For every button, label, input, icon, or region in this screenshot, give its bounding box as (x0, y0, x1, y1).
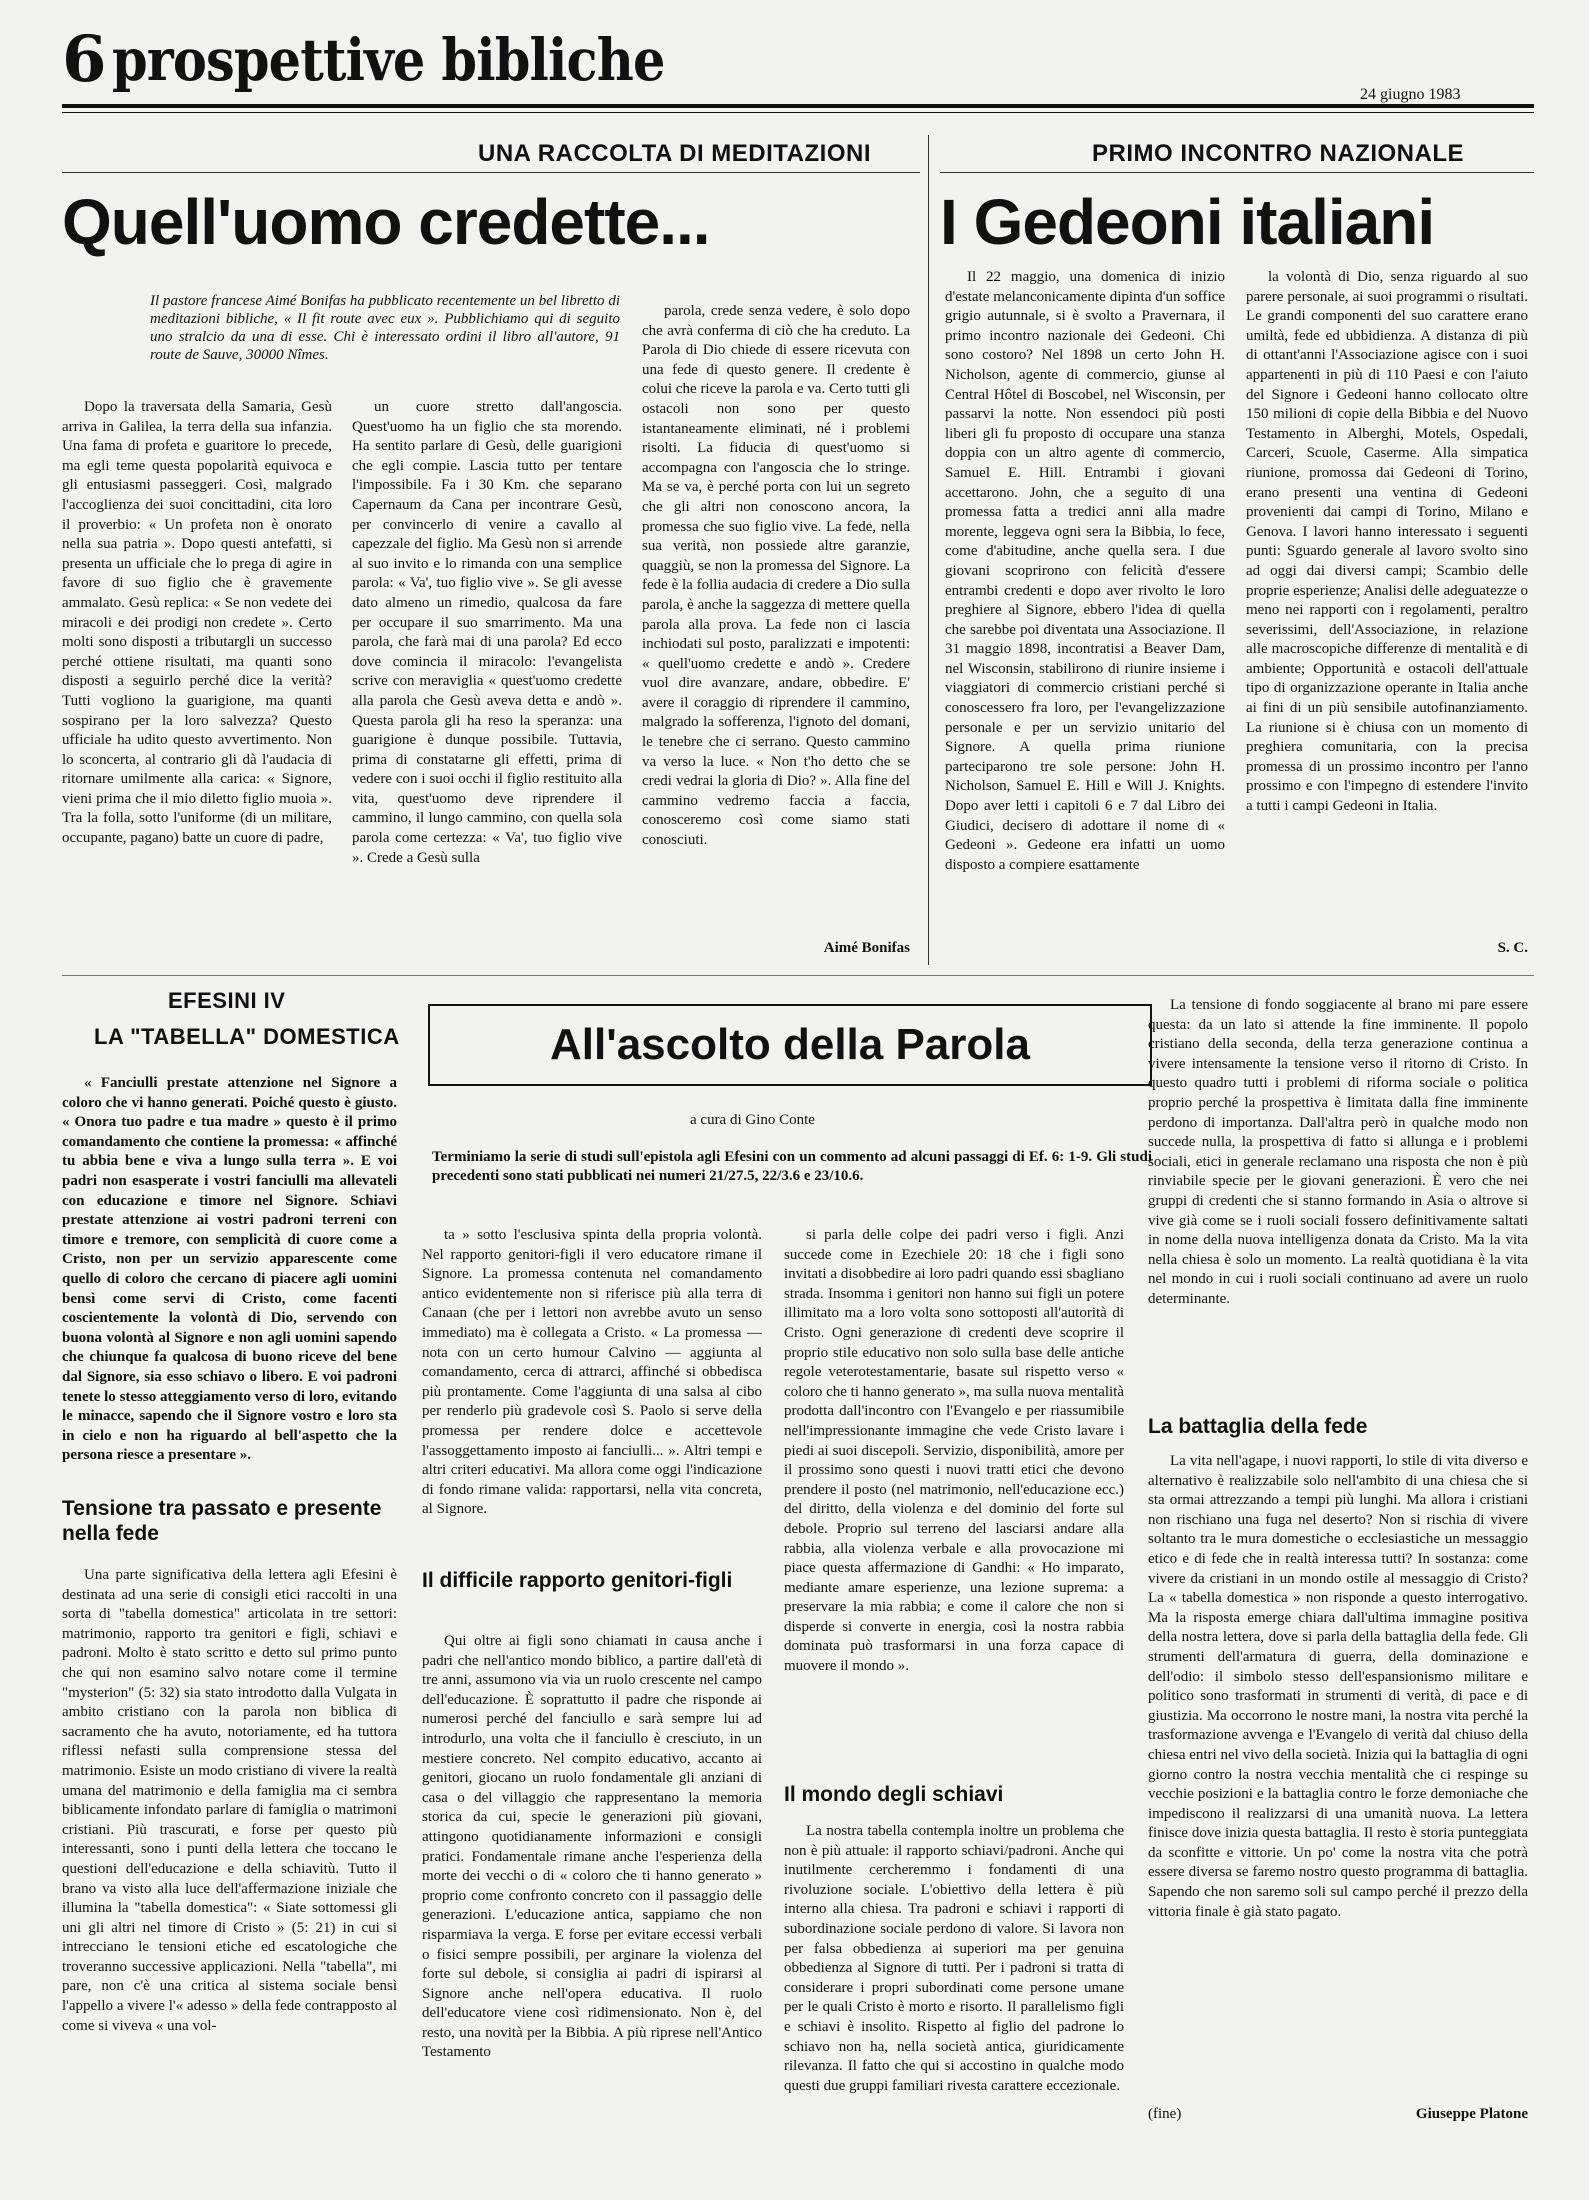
article3-byline: a cura di Gino Conte (690, 1112, 815, 1128)
article3-quote: « Fanciulli prestate attenzione nel Signore a coloro che vi hanno generati. Poiché questo è giusto. « Onora tuo padre e tua madre » questo è il primo comandamento che contiene la promessa: « affinché tu abbia bene e viva a lungo sulla terra ». E voi padri non esasperate i vostri fanciulli ma allevateli con educazione e timore nel Signore. Schiavi prestate attenzione ai vostri padroni terreni con timore e tremore, con semplicità di cuore come a Cristo, non per un servizio apparescente come quello di coloro che cercano di piacere agli uomini bensì come servi di Cristo, come facenti coscientemente la volontà di Dio, servendo con buona volontà al Signore e non agli uomini sapendo che chiunque fa qualcosa di buono riceve del bene dal Signore, sia esso schiavo o libero. E voi padroni tenete lo stesso atteggiamento verso di loro, evitando le minacce, sapendo che il Signore vostro e loro sta in cielo e non ha riguardo al bell'aspetto che la persona riesce a presentare ». (62, 1075, 397, 1464)
article2-kicker-rule (940, 172, 1534, 173)
article2-kicker: PRIMO INCONTRO NAZIONALE (1092, 140, 1464, 167)
article3-signature: Giuseppe Platone (1415, 2106, 1528, 2122)
article1-intro: Il pastore francese Aimé Bonifas ha pubblicato recentemente un bel libretto di meditazioni bibliche, « Il fit route avec eux ». Pubblichiamo qui di seguito uno stralcio da una di esse. Chi è interessato ordini il libro all'autore, 91 route de Sauve, 30000 Nîmes. (150, 293, 620, 363)
newspaper-title: prospettive bibliche (112, 26, 665, 94)
article1-column-3: parola, crede senza vedere, è solo dopo che avrà conferma di ciò che ha creduto. La Parola di Dio chiede di essere ricevuta con una fede di questo genere. Il credente è colui che riceve la parola e va. Certo tutti gli ostacoli non sono per questo istantaneamente eliminati, né i problemi risolti. La fiducia di quest'uomo si accompagna con l'angoscia che lo stringe. Ma se va, è perché porta con lui un segreto che gli altri non conoscono ancora, la promessa che suo figlio vive. La fede, nella sua verità, non possiede altre garanzie, quaggiù, se non la promessa del Signore. La fede è la follia audacia di credere a Dio sulla parola, è anche la saggezza di mettere quella parola alla prova. La fede non ci lascia inchiodati sul posto, paralizzati e impotenti: « quell'uomo credette e andò ». Credere vuol dire avanzare, andare, obbedire. E' avere il coraggio di riprendere il cammino, malgrado la sofferenza, l'ignoto del domani, le tenebre che ci serrano. Questo cammino va verso la luce. « Non t'ho detto che se credi vedrai la gloria di Dio? ». Alla fine del cammino vedremo faccia a faccia, conosceremo così come siamo stati conosciuti. (642, 303, 910, 849)
rubric-title: All'ascolto della Parola (550, 1020, 1030, 1069)
rubric-title-box (428, 1004, 1152, 1086)
section-divider (62, 975, 1534, 976)
article3-subhead-4: La battaglia della fede (1148, 1415, 1368, 1438)
article3-kicker2: LA "TABELLA" DOMESTICA (94, 1024, 400, 1049)
article2-column-1: Il 22 maggio, una domenica di inizio d'estate melanconicamente dipinta d'un soffice grigio autunnale, si è svolto a Pravernara, il primo incontro nazionale dei Gedeoni. Chi sono costoro? Nel 1898 un certo John H. Nicholson, agente di commercio, giunse al Central Hôtel di Boscobel, nel Wisconsin, per passarvi la notte. Non essendoci più posti liberi gli fu proposto di occupare una stanza doppia con un altro agente di commercio, Samuel E. Hill. Entrambi i giovani accettarono. John, che a seguito di una promessa fatta a tredici anni alla madre morente, leggeva ogni sera la Bibbia, lo fece, come d'abitudine, anche quella sera. I due giovani scoprirono con felicità d'essere entrambi credenti e dopo aver rivolto le loro preghiere al Signore, ebbero l'idea di quella che sarebbe poi diventata una Associazione. Il 31 maggio 1898, incontratisi a Beaver Dam, nel Wisconsin, stabilirono di riunire insieme i viaggiatori di commercio cristiani perché si conoscessero fra loro, per l'evangelizzazione personale e per un servizio unitario del Signore. A quella prima riunione parteciparono tre sole persone: John H. Nicholson, Samuel E. Hill e Will J. Knights. Dopo aver letti i capitoli 6 e 7 dal Libro dei Giudici, decisero di adottare il nome di « Gedeoni ». Gedeone era infatti un uomo disposto a compiere esattamente (945, 269, 1225, 873)
article3-column-1: Una parte significativa della lettera agli Efesini è destinata ad una serie di consigli etici raccolti in una sorta di "tabella domestica" articolata in tre settori: matrimonio, rapporto tra genitori e figli, schiavi e padroni. Molto è stato scritto e detto sul primo punto che qui non esamino salvo notare come il termine "mysterion" (5: 32) sia stato introdotto dalla Vulgata in ambito cristiano con la parola non biblica di sacramento che ha avuto, notoriamente, ed ha tuttora riflessi nefasti sulla comprensione stessa del matrimonio. Esiste un modo cristiano di vivere la realtà umana del matrimonio e della famiglia ma ci sembra biblicamente infondato parlare di famiglia o matrimoni cristiani. Più trascurati, e forse per questo più interessanti, sono i punti della lettera che toccano le questioni dell'educazione e della schiavitù. Tutto il brano va visto alla luce dell'affermazione iniziale che illumina la "tabella domestica": « Siate sottomessi gli uni gli altri nel timore di Cristo » (5: 21) in cui si intrecciano le tensioni etiche ed escatologiche che troveranno successive applicazioni. Nella "tabella", mi pare, non c'è una critica al sistema sociale bensì l'appello a vivere l'« adesso » della fede contrapposto al come si viveva « una vol- (62, 1567, 397, 2034)
article3-subhead-1: Tensione tra passato e presente nella fede (62, 1497, 382, 1545)
masthead-rule (62, 104, 1534, 108)
article3-subhead-2: Il difficile rapporto genitori-figli (422, 1569, 733, 1592)
article3-column-2b: Qui oltre ai figli sono chiamati in causa anche i padri che nell'antico mondo biblico, a partire dall'età di tre anni, assumono via via un ruolo crescente nel campo dell'educazione. È soprattutto il padre che risponde ai numerosi perché del fanciullo e sarà sempre lui ad introdurlo, una volta che il fanciullo è cresciuto, in un mestiere concreto. Nel compito educativo, accanto ai genitori, giocano un ruolo fondamentale gli anziani di casa o del villaggio che rappresentano la memoria storica da cui, specie le generazioni più giovani, attingono quotidianamente informazioni e consigli pratici. Fondamentale rimane anche l'esperienza della morte dei vecchi o di « coloro che ti hanno generato » proprio come confronto concreto con il passaggio delle generazioni. L'educazione antica, sappiamo che non risparmiava la verga. E forse per evitare eccessi verbali o fisici sempre possibili, per arginare la violenza del forte sul debole, si consiglia ai padri di ispirarsi al Signore anche nell'opera educativa. Il ruolo dell'educatore viene così ridimensionato. Non è, del resto, una novità per la Bibbia. A più riprese nell'Antico Testamento (422, 1633, 762, 2061)
article2-column-2: la volontà di Dio, senza riguardo al suo parere personale, ai suoi programmi o risultati. Le grandi componenti del suo carattere erano umiltà, fede ed ubbidienza. A distanza di più di ottant'anni l'Associazione agisce con i suoi appartenenti in più di 110 Paesi e con l'aiuto del Signore i Gedeoni hanno collocato oltre 150 milioni di copie della Bibbia e del Nuovo Testamento in Alberghi, Motels, Ospedali, Carceri, Scuole, Caserme. Alla simpatica riunione, promossa dai Gedeoni di Torino, erano presenti una ventina di Gedeoni provenienti dai campi di Torino, Milano e Genova. I lavori hanno interessato i seguenti punti: Sguardo generale al lavoro svolto sino ad oggi dai diversi campi; Scambio delle proprie esperienze; Analisi delle adeguatezze o meno nei rapporti con i regolamenti, peraltro severissimi, dell'Associazione, in relazione alle macroscopiche differenze di mentalità e di ambiente; Opportunità e ostacoli dell'attuale tipo di organizzazione operante in Italia anche ai fini di un più sensibile autofinanziamento. La riunione si è chiusa con un momento di preghiera comunitaria, con la precisa promessa di un prossimo incontro per l'anno prossimo e con l'impegno di estendere l'invito a tutti i campi Gedeoni in Italia. (1246, 269, 1528, 815)
article3-end-mark: (fine) (1148, 2106, 1182, 2122)
article1-headline: Quell'uomo credette... (62, 186, 710, 258)
article1-column-2: un cuore stretto dall'angoscia. Quest'uomo ha un figlio che sta morendo. Ha sentito parlare di Gesù, delle guarigioni che egli compie. Lascia tutto per tentare l'impossibile. Fa i 30 Km. che separano Capernaum da Cana per incontrare Gesù, per convincerlo di venire a cavallo al capezzale del figlio. Ma Gesù non si arrende al suo invito e lo rimanda con una semplice parola: « Va', tuo figlio vive ». Se gli avesse dato almeno un rimedio, qualcosa da fare per occupare il suo smarrimento. Ma una parola, che farà mai di una parola? Ed ecco dove comincia il miracolo: l'evangelista scrive con meraviglia « quest'uomo credette alla parola che Gesù aveva detta e andò ». Questa parola gli ha reso la speranza: una guarigione è dunque possibile. Tuttavia, prima di constatarne gli effetti, prima di vedere con i suoi occhi il figlio restituito alla vita, quest'uomo deve riprendere il cammino, il lungo cammino, con quella sola parola come certezza: « Va', tuo figlio vive ». Crede a Gesù sulla (352, 399, 622, 866)
page-number: 6 (62, 22, 107, 97)
article1-kicker-rule (62, 172, 920, 173)
article1-column-1: Dopo la traversata della Samaria, Gesù arriva in Galilea, la terra della sua infanzia. Una fama di profeta e guaritore lo precede, ma egli teme questa popolarità equivoca e gli entusiasmi passeggeri. Così, malgrado l'accoglienza dei suoi concittadini, cita loro il proverbio: « Un profeta non è onorato nella sua patria ». Dopo questi antefatti, si presenta un ufficiale che lo prega di agire in favore di suo figlio che è gravemente ammalato. Gesù replica: « Se non vedete dei miracoli e dei prodigi non credete ». Certo molti sono disposti a tributargli un successo perché ottiene risultati, ma quanti sono disposti a seguirlo perché dice la verità? Tutti vogliono la guarigione, ma quanti sospirano per la loro salvezza? Questo ufficiale ha udito questo avvertimento. Non lo sconcerta, al contrario gli dà l'audacia di ritornare umilmente alla carica: « Signore, vieni prima che il mio diletto figlio muoia ». Tra la folla, sotto l'uniforme (di un militare, occupante, pagano) batte un cuore di padre, (62, 399, 332, 847)
article3-column-3b: La nostra tabella contempla inoltre un problema che non è più attuale: il rapporto schiavi/padroni. Anche qui inutilmente cercheremmo i fondamenti di una rivoluzione sociale. L'obiettivo della lettera è più interno alla chiesa. Tra padroni e schiavi i rapporti di subordinazione sociale perdono di valore. Si lavora non per falsa obbedienza ai superiori ma per genuina obbedienza al Signore di tutti. Per i padroni si tratta di considerare i propri subordinati come persone umane per le quali Cristo è morto e risorto. Il parallelismo figli e schiavi è insolito. Rispetto al figlio del padrone lo schiavo non ha, nella società antica, giuridicamente rilevanza. Il fatto che qui si accostino in qualche modo questi due gruppi familiari rivesta carattere eccezionale. (784, 1823, 1124, 2094)
article3-lead: Terminiamo la serie di studi sull'epistola agli Efesini con un commento ad alcuni passaggi di Ef. 6: 1-9. Gli studi precedenti sono stati pubblicati nei numeri 21/27.5, 22/3.6 e 23/10.6. (432, 1149, 1152, 1184)
article2-signature: S. C. (1497, 940, 1528, 956)
article3-column-2: ta » sotto l'esclusiva spinta della propria volontà. Nel rapporto genitori-figli il vero educatore rimane il Signore. La promessa contenuta nel comandamento antico evidentemente non si riferisce più alla terra di Canaan (che per i lettori non avrebbe avuto un senso immediato) ma è collegata a Cristo. « La promessa — nota con un certo humour Calvino — aggiunta al comandamento, cerca di attrarci, affinché si obbedisca più prontamente. Come l'aggiunta di una salsa al cibo per renderlo più gradevole così S. Paolo si serve della promessa per rendere dolce e accettevole l'assoggettamento imposto ai fanciulli... ». Altri tempi e altri criteri educativi. Ma allora come oggi l'indicazione di fondo rimane valida: rapportarsi, nella vita concreta, al Signore. (422, 1227, 762, 1518)
article3-column-4: La tensione di fondo soggiacente al brano mi pare essere questa: da un lato si attende la fine imminente. Il popolo cristiano della seconda, della terza generazione continua a vivere intensamente la tensione verso il ritorno di Cristo. In questo quadro tutti i problemi di riforma sociale o politica proprio perché la prospettiva è limitata dalla fine imminente perdono di importanza. Dall'altra però in qualche modo non succede nulla, la prospettiva di fatto si allunga e i problemi sociali, etici in generale reclamano una risposta che non è più rinviabile specie per le giovani generazioni. È vero che nei gruppi di credenti che si stanno formando in Asia o altrove si vive già come se i ruoli sociali fossero definitivamente saltati in nome della nuova intelligenza donata da Cristo. Ma la vita nella chiesa è solo un momento. La realtà quotidiana è la vita nel mondo in cui i ruoli sociali continuano ad avere un ruolo determinante. (1148, 997, 1528, 1307)
column-divider (928, 135, 929, 965)
article3-column-3: si parla delle colpe dei padri verso i figli. Anzi succede come in Ezechiele 20: 18 che i figli sono invitati a disobbedire ai loro padri quando essi sbagliano strada. Insomma i genitori non hanno sui figli un potere illimitato ma a loro volta sono sottoposti all'autorità di Cristo. Ogni generazione di credenti deve scoprire il proprio stile educativo non solo sulla base delle antiche regole veterotestamentarie, basate sul rispetto verso « coloro che ti hanno generato », ma sulla nuova mentalità prodotta dall'incontro con l'Evangelo e per riassumibile nell'impressionante immagine che vede Cristo lavare i piedi ai suoi discepoli. Servizio, disponibilità, amore per il prossimo sono questi i nuovi tratti etici che devono prendere il posto (nel matrimonio, nell'educazione ecc.) del diritto, della violenza e del dominio del forte sul debole. Proprio sul terreno del lasciarsi andare alla rabbia, alla violenza verbale e alla provocazione mi piace questa affermazione di Gandhi: « Ho imparato, mediante amare esperienze, una lezione suprema: a preservare la mia rabbia; e come il calore che non si disperde si converte in energia, così la nostra rabbia dominata può trasformarsi in una forza capace di muovere il mondo ». (784, 1227, 1124, 1675)
article3-kicker: EFESINI IV (168, 988, 286, 1013)
article3-subhead-3: Il mondo degli schiavi (784, 1783, 1004, 1806)
article1-signature: Aimé Bonifas (823, 940, 910, 956)
issue-date: 24 giugno 1983 (1360, 86, 1461, 103)
article3-column-4b: La vita nell'agape, i nuovi rapporti, lo stile di vita diverso e alternativo è realizzabile solo nell'ambito di una chiesa che si sta ormai attrezzando a tempi più lunghi. Ma allora i cristiani non rischiano una fuga nel deserto? Non si rischia di vivere soltanto tra le mura domestiche o ecclesiastiche un messaggio etico e di fede che in realtà interessa tutti? In sostanza: come vivere da cristiani in un mondo ostile al messaggio di Cristo? La « tabella domestica » non risponde a questo interrogativo. Ma la risposta emerge chiara dall'ultima immagine positiva della nostra lettera, dove si parla della battaglia della fede. Gli strumenti dell'armatura di guerra, della dominazione e dell'odio: il simbolo stesso dell'espansionismo militare e politico sono trasformati in strumenti di verità, di pace e di giustizia. Ma occorrono le nostre mani, la nostra vita perché la trasformazione avvenga e l'Evangelo di verità dal chiuso della chiesa entri nel vivo della società. Inizia qui la battaglia di ogni giorno contro la nostra vecchia mentalità che ci respinge su vecchie posizioni e la battaglia contro le forze demoniache che impediscono il realizzarsi di una umanità nuova. La lettera finisce dove inizia questa battaglia. Il resto è storia punteggiata da sconfitte e vittorie. Un po' come la nostra vita che potrà essere diversa se faremo nostro questo programma di battaglia. Sapendo che non saremo soli sul campo perché il prezzo della vittoria finale è già stato pagato. (1148, 1453, 1528, 1920)
article1-kicker: UNA RACCOLTA DI MEDITAZIONI (478, 140, 872, 167)
masthead-rule-thin (62, 112, 1534, 113)
article2-headline: I Gedeoni italiani (940, 186, 1435, 258)
